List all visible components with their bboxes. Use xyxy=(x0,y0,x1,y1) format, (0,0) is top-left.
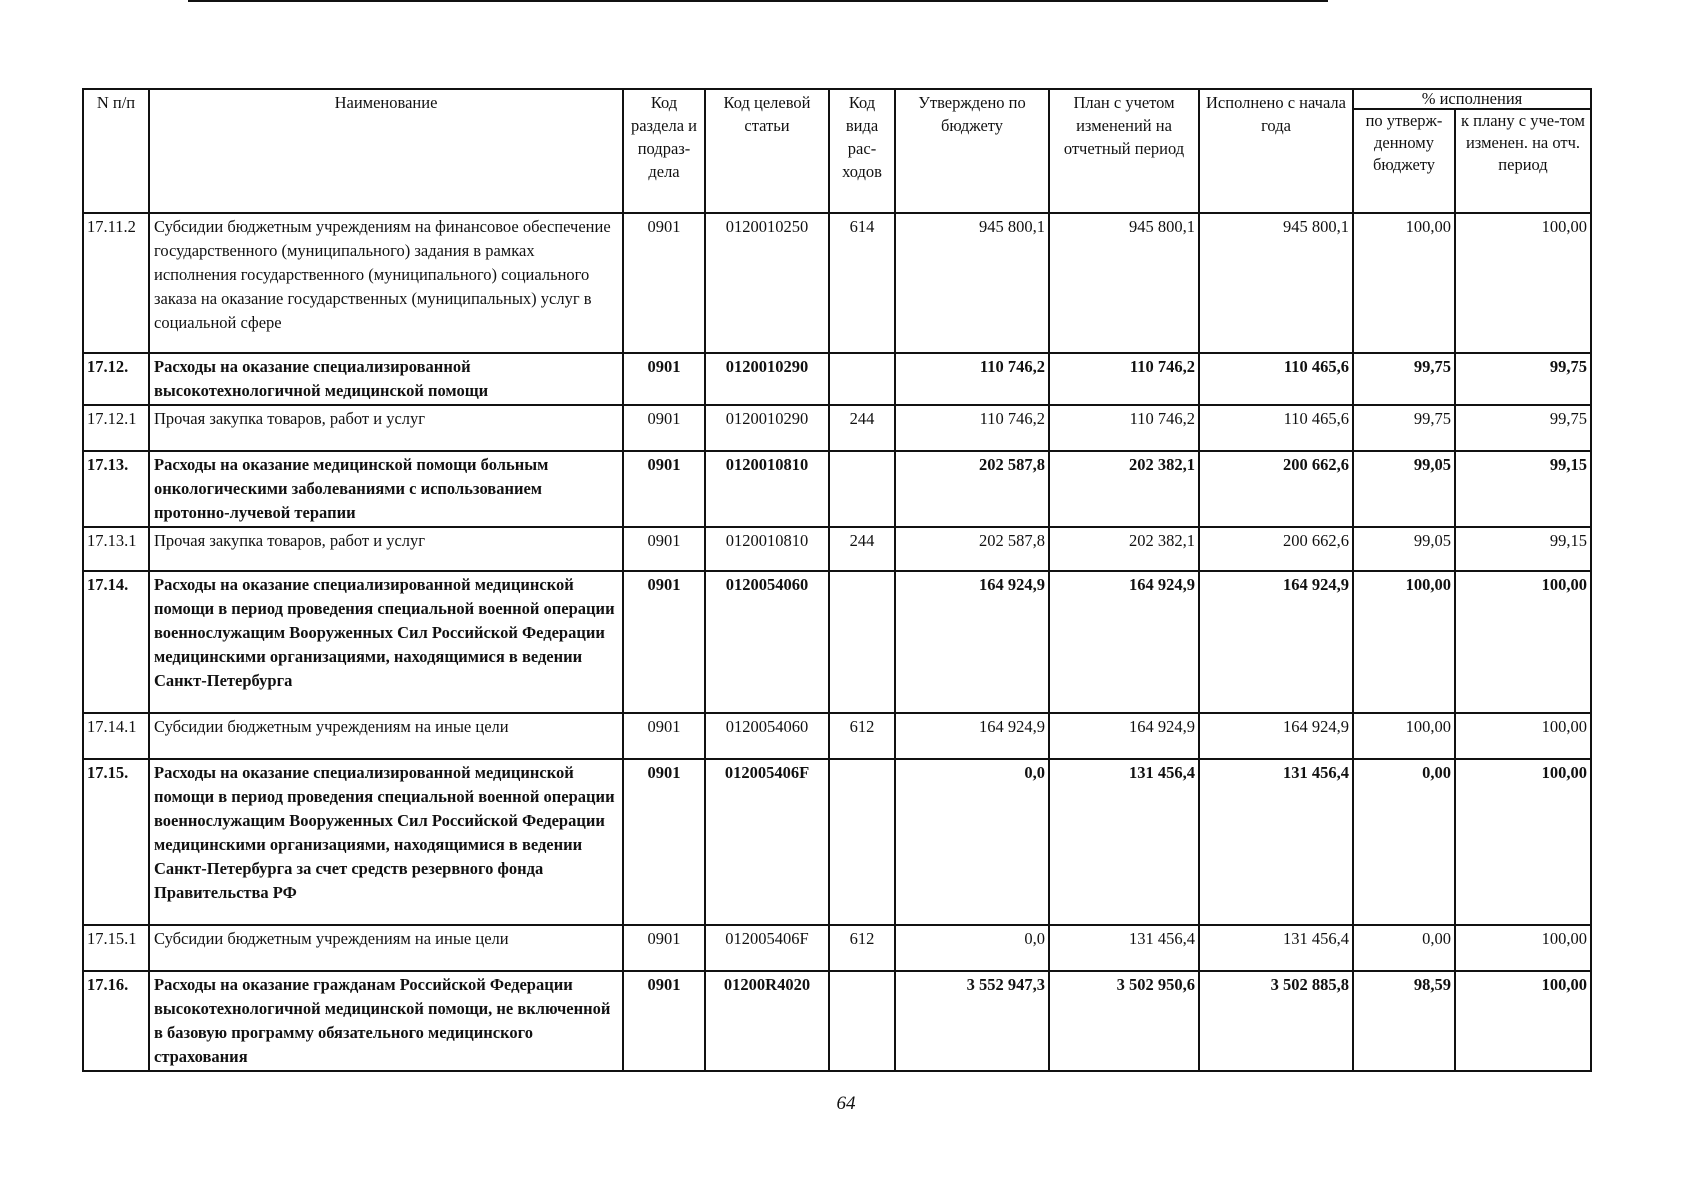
row-target: 0120010810 xyxy=(705,527,829,571)
table-row xyxy=(83,451,1591,527)
row-name: Субсидии бюджетным учреждениям на иные цели xyxy=(149,925,623,971)
row-executed: 200 662,6 xyxy=(1199,527,1353,571)
row-executed: 164 924,9 xyxy=(1199,571,1353,713)
row-num: 17.16. xyxy=(83,971,149,1071)
row-name: Субсидии бюджетным учреждениям на финансовое обеспечение государственного (муниципального) задания в рамках исполнения государственного (муниципального) социального заказа на оказание государственных (муниципальных) услуг в социальной сфере xyxy=(149,213,623,353)
row-executed: 164 924,9 xyxy=(1199,713,1353,759)
header-target-code: Код целевой статьи xyxy=(705,89,829,213)
row-name: Прочая закупка товаров, работ и услуг xyxy=(149,405,623,451)
row-target: 0120010290 xyxy=(705,405,829,451)
row-pct-plan: 99,75 xyxy=(1455,405,1591,451)
row-pct-approved: 100,00 xyxy=(1353,571,1455,713)
row-pct-plan: 100,00 xyxy=(1455,971,1591,1071)
row-section: 0901 xyxy=(623,451,705,527)
row-expense: 612 xyxy=(829,925,895,971)
row-section: 0901 xyxy=(623,713,705,759)
row-pct-approved: 99,75 xyxy=(1353,405,1455,451)
row-approved: 3 552 947,3 xyxy=(895,971,1049,1071)
row-expense xyxy=(829,971,895,1071)
row-approved: 202 587,8 xyxy=(895,527,1049,571)
row-pct-plan: 100,00 xyxy=(1455,571,1591,713)
row-num: 17.13. xyxy=(83,451,149,527)
table-row xyxy=(83,713,1591,759)
row-plan: 202 382,1 xyxy=(1049,451,1199,527)
row-approved: 164 924,9 xyxy=(895,571,1049,713)
row-name: Расходы на оказание гражданам Российской Федерации высокотехнологичной медицинской помощи, не включенной в базовую программу обязательного медицинского страхования xyxy=(149,971,623,1071)
row-name: Прочая закупка товаров, работ и услуг xyxy=(149,527,623,571)
row-executed: 131 456,4 xyxy=(1199,925,1353,971)
table-row xyxy=(83,527,1591,571)
row-plan: 202 382,1 xyxy=(1049,527,1199,571)
row-expense: 244 xyxy=(829,405,895,451)
row-num: 17.14. xyxy=(83,571,149,713)
row-executed: 200 662,6 xyxy=(1199,451,1353,527)
row-expense xyxy=(829,353,895,405)
row-pct-plan: 100,00 xyxy=(1455,713,1591,759)
row-expense: 614 xyxy=(829,213,895,353)
page-number: 64 xyxy=(836,1093,856,1114)
row-target: 012005406F xyxy=(705,759,829,925)
row-section: 0901 xyxy=(623,405,705,451)
table-row xyxy=(83,571,1591,713)
row-target: 0120054060 xyxy=(705,713,829,759)
row-plan: 110 746,2 xyxy=(1049,405,1199,451)
row-section: 0901 xyxy=(623,527,705,571)
row-section: 0901 xyxy=(623,971,705,1071)
row-pct-approved: 0,00 xyxy=(1353,759,1455,925)
row-executed: 945 800,1 xyxy=(1199,213,1353,353)
row-plan: 110 746,2 xyxy=(1049,353,1199,405)
row-executed: 110 465,6 xyxy=(1199,405,1353,451)
table-row xyxy=(83,925,1591,971)
row-num: 17.15.1 xyxy=(83,925,149,971)
row-expense: 612 xyxy=(829,713,895,759)
row-target: 0120010290 xyxy=(705,353,829,405)
row-section: 0901 xyxy=(623,213,705,353)
row-pct-approved: 99,05 xyxy=(1353,451,1455,527)
row-name: Расходы на оказание специализированной медицинской помощи в период проведения специальной военной операции военнослужащим Вооруженных Сил Российской Федерации медицинскими организациями, находящимися в ведении Санкт-Петербурга за счет средств резервного фонда Правительства РФ xyxy=(149,759,623,925)
table-row xyxy=(83,971,1591,1071)
header-pct-plan: к плану с уче-том изменен. на отч. период xyxy=(1455,109,1591,213)
row-plan: 3 502 950,6 xyxy=(1049,971,1199,1071)
header-expense-code: Код вида рас-ходов xyxy=(829,89,895,213)
row-target: 012005406F xyxy=(705,925,829,971)
row-pct-approved: 98,59 xyxy=(1353,971,1455,1071)
table-row xyxy=(83,353,1591,405)
row-num: 17.15. xyxy=(83,759,149,925)
row-name: Расходы на оказание специализированной медицинской помощи в период проведения специальной военной операции военнослужащим Вооруженных Сил Российской Федерации медицинскими организациями, находящимися в ведении Санкт-Петербурга xyxy=(149,571,623,713)
row-plan: 945 800,1 xyxy=(1049,213,1199,353)
row-pct-approved: 100,00 xyxy=(1353,713,1455,759)
row-expense xyxy=(829,759,895,925)
row-approved: 110 746,2 xyxy=(895,405,1049,451)
row-approved: 164 924,9 xyxy=(895,713,1049,759)
budget-execution-table xyxy=(82,88,1592,1072)
row-target: 0120054060 xyxy=(705,571,829,713)
header-section-code: Код раздела и подраз-дела xyxy=(623,89,705,213)
row-approved: 0,0 xyxy=(895,759,1049,925)
row-name: Расходы на оказание специализированной высокотехнологичной медицинской помощи xyxy=(149,353,623,405)
row-pct-plan: 100,00 xyxy=(1455,759,1591,925)
header-plan: План с учетом изменений на отчетный период xyxy=(1049,89,1199,213)
header-pct-approved: по утверж-денному бюджету xyxy=(1353,109,1455,213)
header-executed: Исполнено с начала года xyxy=(1199,89,1353,213)
row-pct-approved: 0,00 xyxy=(1353,925,1455,971)
row-pct-plan: 100,00 xyxy=(1455,213,1591,353)
header-name: Наименование xyxy=(149,89,623,213)
header-approved: Утверждено по бюджету xyxy=(895,89,1049,213)
top-rule xyxy=(188,0,1328,2)
header-pct-group: % исполнения xyxy=(1353,89,1591,109)
row-approved: 0,0 xyxy=(895,925,1049,971)
row-section: 0901 xyxy=(623,759,705,925)
row-name: Расходы на оказание медицинской помощи больным онкологическими заболеваниями с использованием протонно-лучевой терапии xyxy=(149,451,623,527)
row-pct-approved: 99,75 xyxy=(1353,353,1455,405)
row-pct-approved: 99,05 xyxy=(1353,527,1455,571)
row-section: 0901 xyxy=(623,571,705,713)
row-section: 0901 xyxy=(623,353,705,405)
row-expense xyxy=(829,451,895,527)
row-num: 17.14.1 xyxy=(83,713,149,759)
row-expense xyxy=(829,571,895,713)
row-pct-approved: 100,00 xyxy=(1353,213,1455,353)
row-num: 17.12. xyxy=(83,353,149,405)
row-pct-plan: 100,00 xyxy=(1455,925,1591,971)
table-row xyxy=(83,405,1591,451)
row-pct-plan: 99,75 xyxy=(1455,353,1591,405)
row-plan: 131 456,4 xyxy=(1049,925,1199,971)
header-row-1 xyxy=(83,89,1591,109)
row-num: 17.11.2 xyxy=(83,213,149,353)
row-target: 01200R4020 xyxy=(705,971,829,1071)
row-approved: 202 587,8 xyxy=(895,451,1049,527)
row-pct-plan: 99,15 xyxy=(1455,527,1591,571)
row-executed: 3 502 885,8 xyxy=(1199,971,1353,1071)
row-name: Субсидии бюджетным учреждениям на иные цели xyxy=(149,713,623,759)
row-section: 0901 xyxy=(623,925,705,971)
table-row xyxy=(83,213,1591,353)
row-num: 17.13.1 xyxy=(83,527,149,571)
header-num: N п/п xyxy=(83,89,149,213)
row-target: 0120010250 xyxy=(705,213,829,353)
row-approved: 945 800,1 xyxy=(895,213,1049,353)
row-plan: 164 924,9 xyxy=(1049,713,1199,759)
row-approved: 110 746,2 xyxy=(895,353,1049,405)
row-executed: 131 456,4 xyxy=(1199,759,1353,925)
row-expense: 244 xyxy=(829,527,895,571)
row-plan: 164 924,9 xyxy=(1049,571,1199,713)
row-num: 17.12.1 xyxy=(83,405,149,451)
row-plan: 131 456,4 xyxy=(1049,759,1199,925)
row-pct-plan: 99,15 xyxy=(1455,451,1591,527)
table-row xyxy=(83,759,1591,925)
row-target: 0120010810 xyxy=(705,451,829,527)
row-executed: 110 465,6 xyxy=(1199,353,1353,405)
